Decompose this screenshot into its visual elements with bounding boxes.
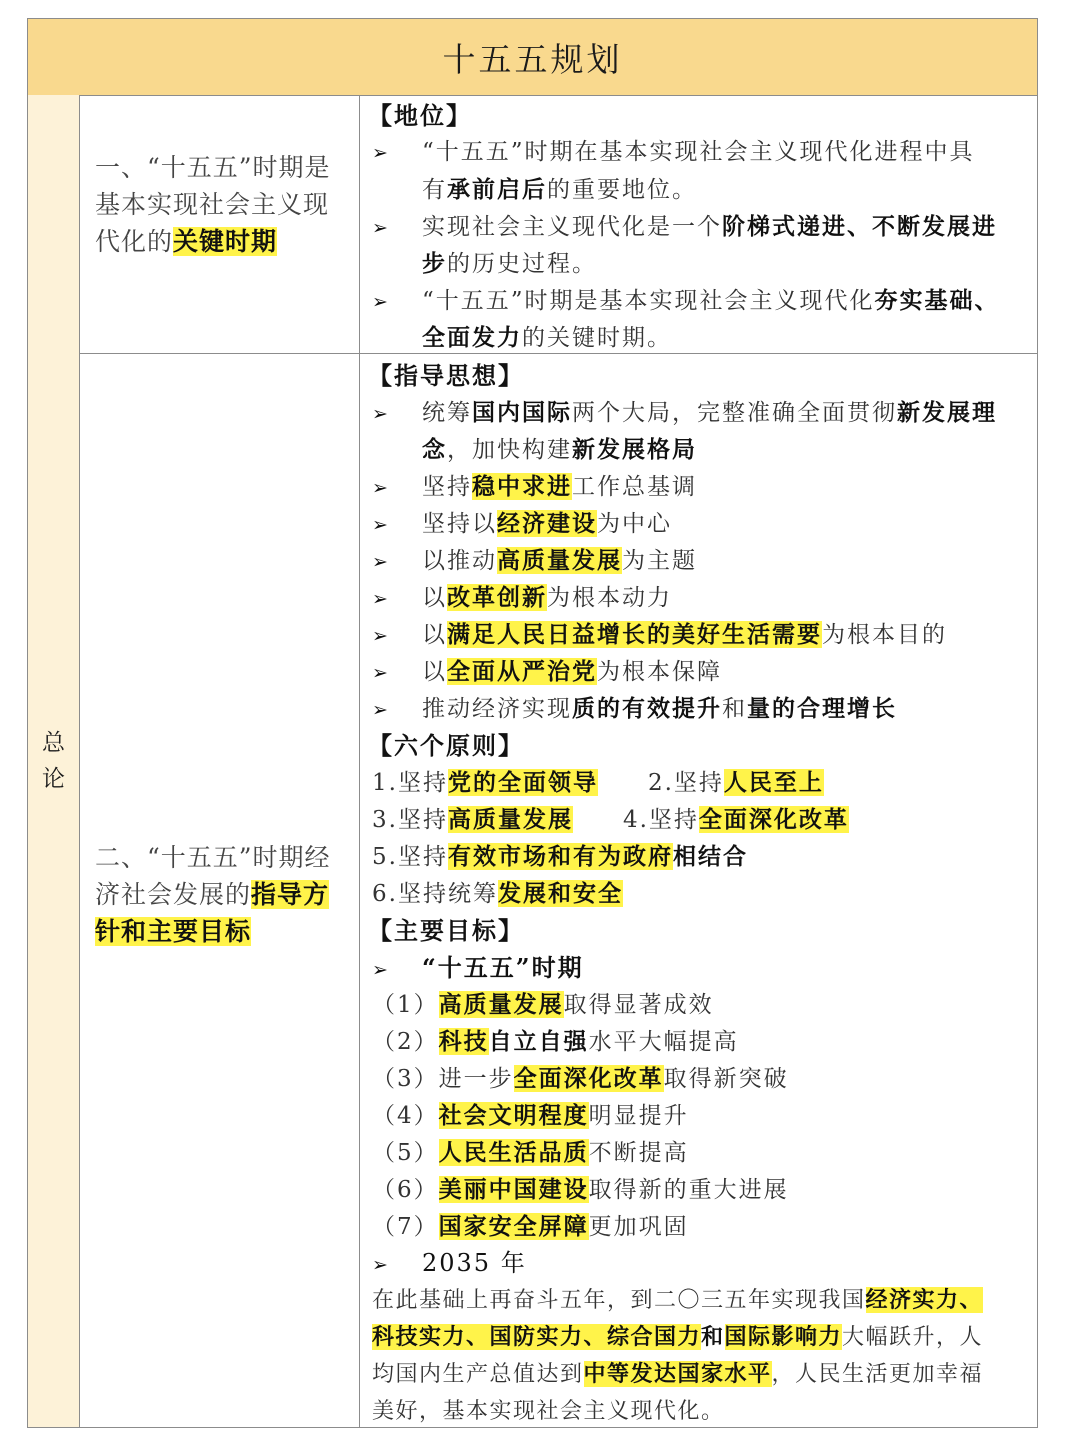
- text: 取得新的重大进展: [588, 1177, 789, 1203]
- bold-text: 质的有效提升: [572, 695, 722, 722]
- bullet-item: [372, 468, 1032, 505]
- text: 更加巩固: [588, 1214, 689, 1240]
- section2-title-text: 二、“十五五”时期经济社会发展的: [95, 843, 331, 909]
- highlight-text: 满足人民日益增长的美好生活需要: [447, 621, 822, 648]
- arrow-bullet-icon: ➢: [372, 514, 390, 536]
- bullet-item: [372, 394, 1032, 431]
- text: 以推动: [422, 548, 497, 574]
- bold-text: 承前启后: [447, 176, 547, 203]
- text: 实现社会主义现代化是一个: [422, 214, 722, 240]
- plan-table: [27, 18, 1038, 1428]
- highlight-text: 发展和安全: [497, 880, 623, 907]
- bold-text: 阶梯式递进、不断发展进: [722, 213, 997, 240]
- text: 均国内生产总值达到: [372, 1362, 584, 1387]
- column-divider: [359, 95, 360, 1427]
- text: 的关键时期。: [522, 325, 672, 351]
- section2-title: [95, 839, 353, 950]
- side-label-char: 总: [42, 730, 65, 756]
- text: 以: [422, 585, 447, 611]
- text: 为中心: [597, 511, 672, 537]
- text: 6.坚持统筹: [372, 881, 498, 907]
- principle-row: [372, 801, 1032, 838]
- bullet-item: [372, 134, 1032, 171]
- heading-guiding-thought: 【指导思想】: [368, 361, 524, 390]
- text: 为根本保障: [597, 659, 722, 685]
- highlight-text: 党的全面领导: [447, 769, 598, 796]
- text: （2）: [372, 1029, 439, 1055]
- section2-title-highlight: 指导方针和主要目标: [95, 880, 330, 946]
- bullet-continuation: [372, 431, 1032, 468]
- highlight-text: 国际影响力: [724, 1324, 843, 1350]
- heading-six-principles: 【六个原则】: [368, 731, 524, 760]
- highlight-text: 美丽中国建设: [438, 1176, 589, 1203]
- highlight-text: 国家安全屏障: [438, 1213, 589, 1240]
- bullet-continuation: [372, 171, 1032, 208]
- text: 坚持: [422, 474, 472, 500]
- highlight-text: 经济建设: [497, 510, 597, 537]
- text: 美好，基本实现社会主义现代化。: [372, 1399, 725, 1424]
- bullet-item: [372, 282, 1032, 319]
- bullet-item: [372, 653, 1032, 690]
- year-text: 2035 年: [422, 1249, 527, 1277]
- bold-text: 自立自强: [488, 1028, 589, 1055]
- arrow-bullet-icon: ➢: [372, 551, 390, 573]
- section1-content: [368, 97, 1032, 356]
- text: 推动经济实现: [422, 696, 572, 722]
- goal-item: [372, 1097, 1032, 1134]
- section1-title-text: 一、“十五五”时期是基本实现社会主义现代化的: [95, 153, 331, 256]
- bullet-item: [372, 690, 1032, 727]
- bold-text: 步: [422, 250, 447, 277]
- text: ，人民生活更加幸福: [771, 1362, 984, 1387]
- paragraph-line: [372, 1319, 1032, 1356]
- bold-text: 夯实基础、: [874, 287, 1000, 314]
- highlight-text: 有效市场和有为政府: [447, 843, 673, 870]
- bullet-item: [372, 616, 1032, 653]
- highlight-text: 全面从严治党: [447, 658, 597, 685]
- arrow-bullet-icon: ➢: [372, 625, 390, 647]
- column-divider: [79, 95, 80, 1427]
- text: 1.坚持: [372, 770, 448, 796]
- principle-row: [372, 875, 1032, 912]
- bold-text: 国内国际: [472, 399, 572, 426]
- bold-text: 量的合理增长: [747, 695, 897, 722]
- bold-text: 念: [422, 436, 447, 463]
- arrow-bullet-icon: ➢: [372, 588, 390, 610]
- highlight-text: 高质量发展: [438, 991, 564, 1018]
- text: 在此基础上再奋斗五年，到二〇三五年实现我国: [372, 1288, 866, 1313]
- highlight-text: 改革创新: [447, 584, 547, 611]
- goal-item: [372, 1134, 1032, 1171]
- arrow-bullet-icon: ➢: [372, 291, 390, 313]
- text: 4.坚持: [622, 807, 699, 833]
- text: 3.坚持: [372, 807, 448, 833]
- paragraph-line: [372, 1356, 1032, 1393]
- highlight-text: 科技: [438, 1028, 489, 1055]
- highlight-text: 社会文明程度: [438, 1102, 589, 1129]
- section2-content: [368, 357, 1032, 1430]
- highlight-text: 全面深化改革: [513, 1065, 664, 1092]
- text: 坚持以: [422, 511, 497, 537]
- text: 水平大幅提高: [588, 1029, 739, 1055]
- highlight-text: 人民生活品质: [438, 1139, 589, 1166]
- text: （1）: [372, 992, 439, 1018]
- text: 5.坚持: [372, 844, 448, 870]
- text: 为根本动力: [547, 585, 672, 611]
- table-title: 十五五规划: [28, 19, 1037, 96]
- highlight-text: 高质量发展: [447, 806, 573, 833]
- bold-text: 新发展格局: [572, 436, 697, 463]
- arrow-bullet-icon: ➢: [372, 1254, 390, 1276]
- text: 2.坚持: [647, 770, 724, 796]
- principle-row: [372, 838, 1032, 875]
- arrow-bullet-icon: ➢: [372, 142, 390, 164]
- bold-text: 全面发力: [422, 324, 522, 351]
- highlight-text: 稳中求进: [472, 473, 572, 500]
- section1-title-highlight: 关键时期: [173, 227, 278, 256]
- text: “十五五”时期在基本实现社会主义现代化进程中具: [422, 139, 975, 165]
- arrow-bullet-icon: ➢: [372, 477, 390, 499]
- text: 两个大局，完整准确全面贯彻: [572, 400, 897, 426]
- bold-text: 新发展理: [897, 399, 997, 426]
- principle-row: [372, 764, 1032, 801]
- year-heading: [372, 1245, 1032, 1282]
- text: （6）: [372, 1177, 439, 1203]
- text: 取得新突破: [663, 1066, 789, 1092]
- paragraph-line: [372, 1282, 1032, 1319]
- text: （5）: [372, 1140, 439, 1166]
- text: （7）: [372, 1214, 439, 1240]
- arrow-bullet-icon: ➢: [372, 662, 390, 684]
- text: 工作总基调: [572, 474, 697, 500]
- arrow-bullet-icon: ➢: [372, 217, 390, 239]
- goal-item: [372, 1208, 1032, 1245]
- highlight-text: 经济实力、: [865, 1287, 984, 1313]
- heading-status: 【地位】: [368, 101, 472, 130]
- text: 和: [722, 696, 747, 722]
- text: 以: [422, 659, 447, 685]
- text: 取得显著成效: [563, 992, 714, 1018]
- highlight-text: 高质量发展: [497, 547, 622, 574]
- text: 统筹: [422, 400, 472, 426]
- arrow-bullet-icon: ➢: [372, 699, 390, 721]
- goal-item: [372, 1023, 1032, 1060]
- text: 以: [422, 622, 447, 648]
- bullet-item: [372, 542, 1032, 579]
- text: ，加快构建: [447, 437, 572, 463]
- side-label-char: 论: [42, 766, 65, 792]
- text: 大幅跃升，人: [842, 1325, 984, 1350]
- goal-item: [372, 1171, 1032, 1208]
- bullet-continuation: [372, 319, 1032, 356]
- text: 明显提升: [588, 1103, 689, 1129]
- highlight-text: 全面深化改革: [698, 806, 849, 833]
- text: （3）进一步: [372, 1066, 514, 1092]
- side-label: [28, 95, 79, 1427]
- text: 的历史过程。: [447, 251, 597, 277]
- text: 的重要地位。: [547, 177, 697, 203]
- period-heading: [372, 949, 1032, 986]
- highlight-text: 人民至上: [723, 769, 824, 796]
- bullet-continuation: [372, 245, 1032, 282]
- highlight-text: 科技实力、国防实力、综合国力: [372, 1324, 702, 1350]
- bold-text: “十五五”时期: [422, 953, 584, 982]
- text: 不断提高: [588, 1140, 689, 1166]
- bold-text: 和: [701, 1324, 725, 1350]
- heading-main-goals: 【主要目标】: [368, 916, 524, 945]
- bullet-item: [372, 505, 1032, 542]
- text: 为主题: [622, 548, 697, 574]
- section1-title: [95, 149, 353, 260]
- highlight-text: 中等发达国家水平: [583, 1361, 772, 1387]
- bullet-item: [372, 579, 1032, 616]
- goal-item: [372, 986, 1032, 1023]
- text: 有: [422, 177, 447, 203]
- text: “十五五”时期是基本实现社会主义现代化: [422, 288, 875, 314]
- text: 为根本目的: [822, 622, 947, 648]
- goal-item: [372, 1060, 1032, 1097]
- arrow-bullet-icon: ➢: [372, 403, 390, 425]
- text: （4）: [372, 1103, 439, 1129]
- bold-text: 相结合: [672, 843, 748, 870]
- arrow-bullet-icon: ➢: [372, 959, 390, 981]
- paragraph-line: [372, 1393, 1032, 1430]
- bullet-item: [372, 208, 1032, 245]
